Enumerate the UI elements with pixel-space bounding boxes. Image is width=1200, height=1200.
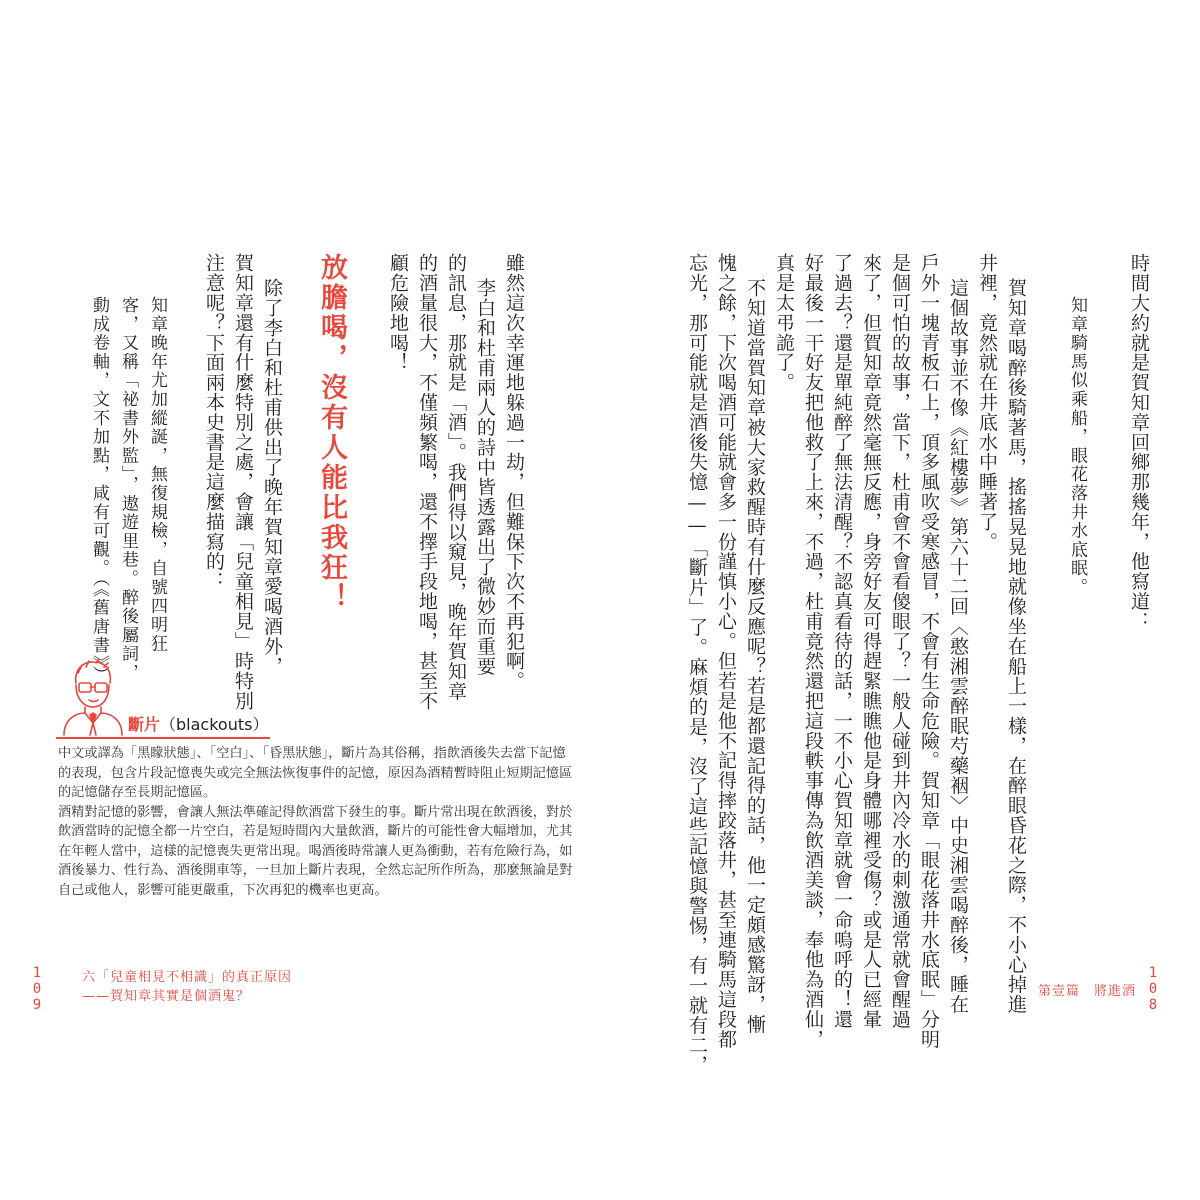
text-column: 除了李白和杜甫供出了晚年賀知章愛喝酒外，: [261, 278, 283, 676]
history-quote: 動成卷軸，文不加點，咸有可觀。（《舊唐書》）: [89, 296, 109, 685]
history-quote: 知章晚年尤加縱誕，無復規檢，自號四明狂: [147, 296, 167, 654]
page-number: 108: [1145, 965, 1161, 1013]
text-column: 賀知章還有什麼特別之處，會讓「兒童相見」時特別: [232, 253, 254, 711]
section-heading: 放膽喝，沒有人能比我狂！: [316, 253, 347, 613]
text-column: 李白和杜甫兩人的詩中皆透露出了微妙而重要: [474, 278, 496, 676]
box-paragraph: 中文或譯為「黑矇狀態」、「空白」、「昏黑狀態」，斷片為其俗稱，指飲酒後失去當下記憶的表現，包含片段記憶喪失或完全無法恢復事件的記憶，原因為酒精暫時阻止短期記憶區的記憶儲存至長期記憶區。: [58, 746, 573, 800]
text-column: 好最後一干好友把他救了上來，不過，杜甫竟然還把這段軼事傳為飲酒美談，奉他為酒仙，: [802, 253, 824, 1049]
box-divider: [56, 737, 270, 739]
box-title: 斷片（blackouts）: [128, 715, 269, 734]
sidebar-box: [58, 744, 578, 900]
text-column: 忘光，那可能就是酒後失憶——「斷片」了。麻煩的是，沒了這些記憶與警惕，有一就有二，: [686, 253, 708, 1075]
text-column: 是個可怕的故事，當下，杜甫會不會看傻眼了？一般人碰到井內冷水的刺激通常就會醒過: [889, 253, 911, 1030]
text-column: 賀知章喝醉後騎著馬，搖搖晃晃地就像坐在船上一樣，在醉眼昏花之際，不小心掉進: [1005, 278, 1027, 1015]
text-column: 雖然這次幸運地躲過一劫，但難保下次不再犯啊。: [503, 253, 525, 691]
box-paragraph: 酒精對記憶的影響，會讓人無法準確記得飲酒當下發生的事。斷片常出現在飲酒後，對於飲酒當時的記憶全都一片空白，若是短時間內大量飲酒，斷片的可能性會大幅增加，尤其在年輕人當中，這樣的記憶喪失更常出現。喝酒後時常讓人更為衝動，若有危險行為，如酒後暴力、性行為、酒後開車等，一旦加上斷片表現，全然忘記所作所為，那麼無論是對自己或他人，影響可能更嚴重，下次再犯的機率也更高。: [58, 804, 573, 898]
text-column: 井裡，竟然就在井底水中睡著了。: [976, 253, 998, 552]
text-column: 戶外一塊青板石上，頂多風吹受寒感冒，不會有生命危險。賀知章「眼花落井水底眠」分明: [918, 253, 940, 1049]
page-band: [0, 180, 1200, 212]
text-column: 不知道當賀知章被大家救醒時有什麼反應呢？若是都還記得的話，他一定頗感驚訝，慚: [744, 278, 766, 1035]
text-column: 愧之餘，下次喝酒可能就會多一份謹慎小心。但若是他不記得摔跤落井，甚至連騎馬這段都: [715, 253, 737, 1049]
chapter-footer: 第壹篇 將進酒: [1038, 984, 1137, 999]
portrait-illustration-icon: [56, 655, 126, 737]
text-column: 了過去？還是單純醉了無法清醒？不認真看待的話，一不小心賀知章就會一命嗚呼的！還: [831, 253, 853, 1030]
text-column: 真是太弔詭了。: [773, 253, 795, 393]
text-column: 時間大約就是賀知章回鄉那幾年，他寫道：: [1128, 253, 1150, 632]
chapter-footer-line1: 六「兒童相見不相識」的真正原因: [82, 970, 293, 985]
text-column: 來了，但賀知章竟然毫無反應，身旁好友可得趕緊瞧瞧他是身體哪裡受傷？或是人已經暈: [860, 253, 882, 1030]
history-quote: 客，又稱「祕書外監」，遨遊里巷。醉後屬詞，: [118, 296, 138, 683]
text-column: 的酒量很大，不僅頻繁喝，還不擇手段地喝，甚至不: [416, 253, 438, 711]
text-column: 注意呢？下面兩本史書是這麼描寫的：: [203, 253, 225, 592]
text-column: 這個故事並不像《紅樓夢》第六十二回〈憨湘雲醉眠芍藥裀〉中史湘雲喝醉後，睡在: [947, 278, 969, 1015]
chapter-footer-line2: ——賀知章其實是個酒鬼？: [82, 989, 251, 1004]
page-number: 109: [29, 965, 45, 1013]
text-column: 顧危險地喝！: [387, 253, 409, 373]
poem-quote: 知章騎馬似乘船，眼花落井水底眠。: [1067, 296, 1087, 597]
text-column: 的訊息，那就是「酒」。我們得以窺見，晚年賀知章: [445, 253, 467, 702]
